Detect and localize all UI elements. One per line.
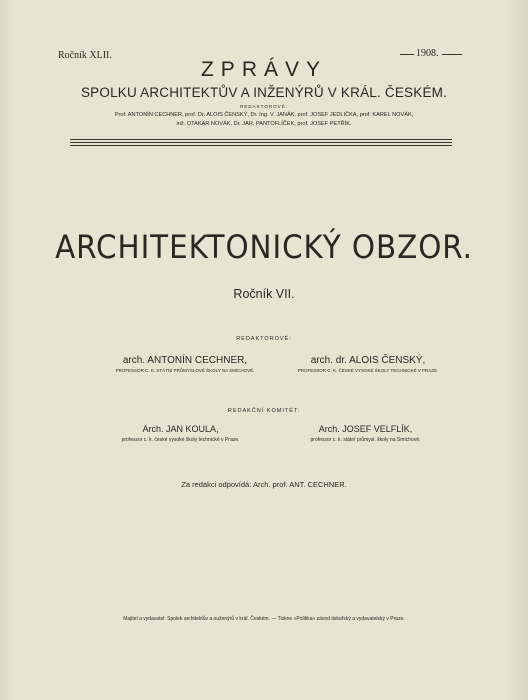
editor-2 — [283, 355, 453, 373]
editor-1-name: arch. ANTONÍN CECHNER, — [122, 355, 248, 366]
editor-1 — [100, 355, 270, 373]
journal-subtitle: SPOLKU ARCHITEKTŮV A INŽENÝRŮ V KRÁL. ČESKÉM. — [80, 85, 448, 100]
responsible-editor: Za redakci odpovídá: Arch. prof. ANT. CECHNER. — [181, 480, 347, 489]
year-rule-left — [400, 54, 414, 55]
editor-1-role: PROFESSOR C. K. STÁTNÍ PRŮMYSLOVÉ ŠKOLY NA SMÍCHOVĚ. — [115, 368, 255, 373]
imprint: Majitel a vydavatel: Spolek architektův a ouženýrů v král. Českém. — Tiskne »Politika« závod tiskařský a vydavatelský v Praze. — [123, 616, 405, 622]
committee-member-2 — [283, 424, 448, 443]
editor-2-name: arch. dr. ALOIS ČENSKÝ, — [310, 355, 426, 366]
main-title: ARCHITEKTONICKÝ OBZOR. — [55, 228, 473, 266]
volume-number: Ročník XLII. — [58, 50, 112, 61]
header-rule-top — [70, 139, 452, 140]
header-editors-line-2: inž. OTAKAR NOVÁK, Dr. JAR. PANTOFLÍČEK, prof. JOSEF PETŘÍK. — [176, 121, 352, 127]
journal-title: ZPRÁVY — [200, 58, 328, 81]
year-rule-right — [442, 54, 462, 55]
header-editors-line-1: Prof. ANTONÍN CECHNER, prof. Dr. ALOIS ČENSKÝ, Dr. Ing. V. JANÁK, prof. JOSEF JEDLIČKA, prof. KAREL NOVÁK, — [114, 112, 414, 118]
committee-member-1-name: Arch. JAN KOULA, — [142, 424, 219, 434]
main-volume: Ročník VII. — [233, 287, 295, 301]
header-rule-middle — [70, 142, 452, 143]
editors-heading: REDAKTOROVÉ: — [236, 336, 292, 342]
committee-member-2-role: professor c. k. státní průmysl. školy na Smíchově. — [310, 437, 421, 443]
committee-member-2-name: Arch. JOSEF VELFLÍK, — [318, 424, 413, 434]
committee-heading: REDAKČNÍ KOMITÉT: — [227, 408, 301, 414]
committee-member-1 — [98, 424, 263, 443]
committee-member-1-role: professor c. k. české vysoké školy technické v Praze. — [121, 437, 240, 443]
header-rule-bottom — [70, 145, 452, 146]
year: 1908. — [416, 48, 439, 59]
editor-2-role: PROFESSOR C. K. ČESKÉ VYSOKÉ ŠKOLY TECHNICKÉ V PRAZE. — [297, 368, 439, 373]
header-editors-heading: REDAKTOROVÉ: — [240, 104, 288, 109]
